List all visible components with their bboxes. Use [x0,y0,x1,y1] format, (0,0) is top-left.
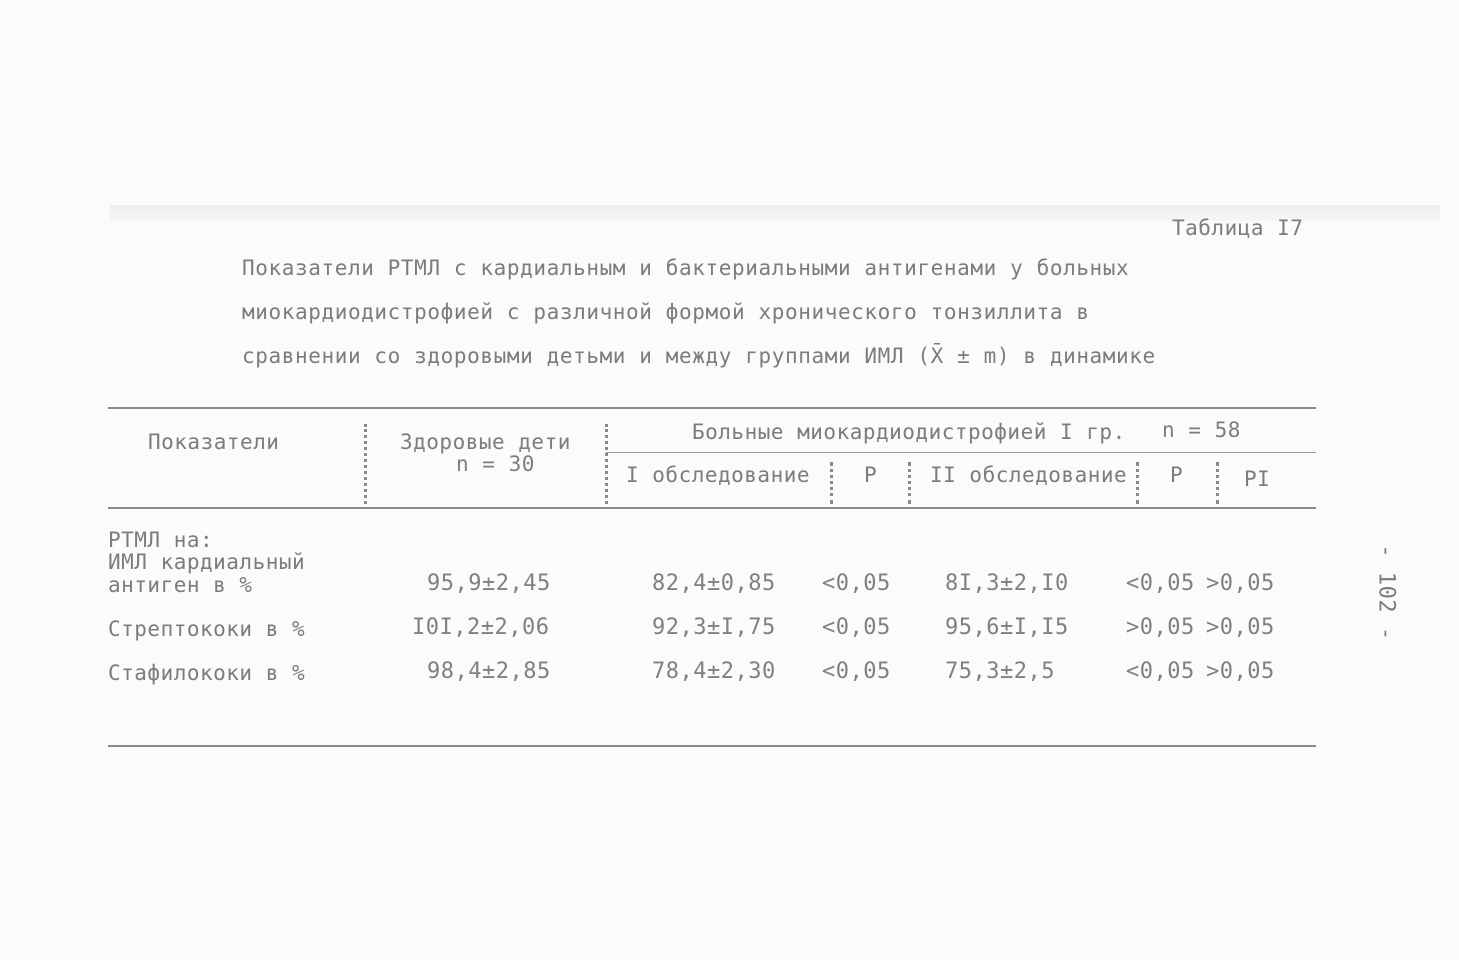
row-2-healthy: І0І,2±2,06 [412,615,550,640]
row-1-p2: <0,05 [1126,571,1195,596]
row-3-p1: <0,05 [822,659,891,684]
table-label: Таблица І7 [1172,216,1304,240]
row-2-p1: <0,05 [822,615,891,640]
header-healthy: Здоровые дети [400,430,571,454]
row-3-exam2: 75,3±2,5 [945,659,1055,684]
header-exam1: І обследование [626,463,811,487]
header-indicators: Показатели [148,430,280,454]
header-exam2: ІІ обследование [930,463,1128,487]
separator-3 [830,462,833,504]
row-2-p3: >0,05 [1206,615,1275,640]
header-p3: РІ [1244,467,1271,491]
header-bottom-rule [108,507,1316,509]
header-patients-n: n = 58 [1162,418,1241,442]
separator-4 [908,462,911,504]
header-healthy-n: n = 30 [456,452,535,476]
header-patients: Больные миокардиодистрофией І гр. [692,420,1126,444]
row-3-healthy: 98,4±2,85 [427,659,551,684]
row-2-exam1: 92,3±І,75 [652,615,776,640]
header-sub-rule [606,452,1316,453]
row-3-p2: <0,05 [1126,659,1195,684]
title-line-1: Показатели РТМЛ с кардиальным и бактериальными антигенами у больных [242,256,1130,280]
separator-5 [1136,462,1139,504]
header-p1: Р [864,463,878,487]
row-2-exam2: 95,6±І,І5 [945,615,1069,640]
section-label-1: РТМЛ на: [108,528,214,552]
separator-1 [364,424,367,504]
header-p2: Р [1170,463,1184,487]
row-1-healthy: 95,9±2,45 [427,571,551,596]
table-bottom-rule [108,745,1316,747]
row-1-p3: >0,05 [1206,571,1275,596]
row-2-p2: >0,05 [1126,615,1195,640]
row-1-exam2: 8І,3±2,І0 [945,571,1069,596]
row-1-exam1: 82,4±0,85 [652,571,776,596]
row-3-exam1: 78,4±2,30 [652,659,776,684]
row-1-label: антиген в % [108,573,253,597]
title-line-3: сравнении со здоровыми детьми и между группами ИМЛ (X̄ ± m) в динамике [242,344,1156,368]
separator-6 [1216,462,1219,504]
row-3-label: Стафилококи в % [108,661,306,685]
row-3-p3: >0,05 [1206,659,1275,684]
section-label-2: ИМЛ кардиальный [108,550,306,574]
page-number: - 102 - [1373,544,1399,641]
row-1-p1: <0,05 [822,571,891,596]
row-2-label: Стрептококи в % [108,617,306,641]
title-line-2: миокардиодистрофией с различной формой хронического тонзиллита в [242,300,1090,324]
table-top-rule [108,407,1316,409]
separator-2 [605,424,608,504]
